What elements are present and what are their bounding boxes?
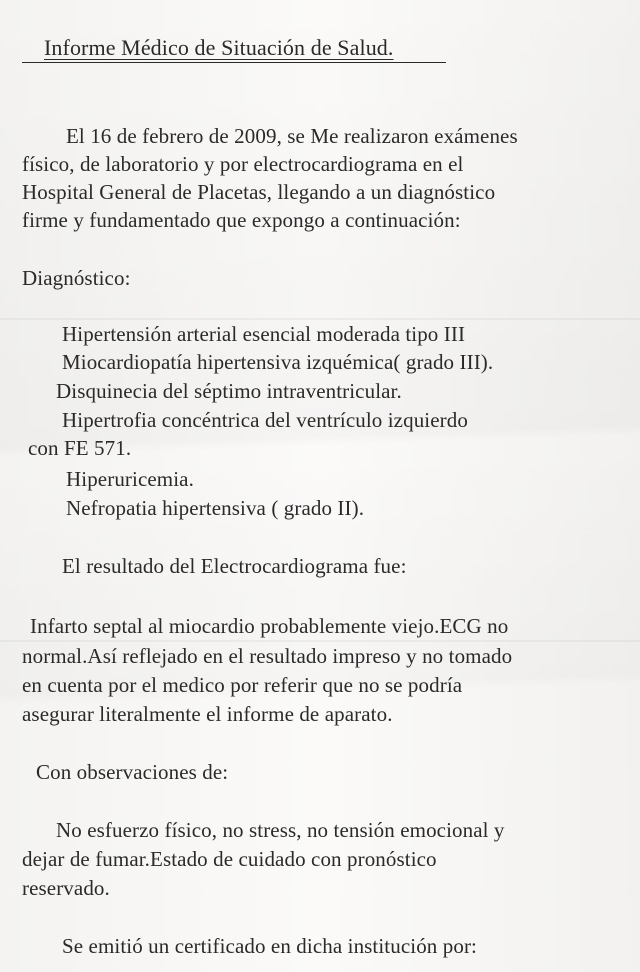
diagnosis-item: Disquinecia del séptimo intraventricular. [56, 379, 402, 403]
intro-line-2: físico, de laboratorio y por electrocardiograma en el [22, 152, 464, 176]
diagnosis-item: con FE 571. [28, 436, 132, 460]
observations-line: dejar de fumar.Estado de cuidado con pronóstico [22, 847, 437, 871]
diagnosis-item: Hipertrofia concéntrica del ventrículo izquierdo [62, 408, 468, 432]
diagnosis-item: Miocardiopatía hipertensiva izquémica( grado III). [62, 350, 494, 374]
intro-line-3: Hospital General de Placetas, llegando a un diagnóstico [22, 180, 496, 204]
intro-line-1: El 16 de febrero de 2009, se Me realizaron exámenes [66, 124, 518, 148]
diagnosis-item: Hiperuricemia. [66, 467, 194, 491]
paper-fold-line [0, 318, 640, 320]
ecg-text-line: en cuenta por el medico por referir que no se podría [22, 673, 463, 697]
observations-line: No esfuerzo físico, no stress, no tensión emocional y [56, 818, 505, 842]
paper-fold-line [0, 640, 640, 642]
ecg-text-line: normal.Así reflejado en el resultado impreso y no tomado [22, 644, 513, 668]
ecg-text-line: asegurar literalmente el informe de aparato. [22, 702, 393, 726]
observations-heading: Con observaciones de: [36, 760, 229, 784]
ecg-text-line: Infarto septal al miocardio probablemente viejo.ECG no [30, 614, 509, 638]
ecg-heading: El resultado del Electrocardiograma fue: [62, 554, 407, 578]
diagnosis-heading: Diagnóstico: [22, 266, 131, 290]
certificate-line: Se emitió un certificado en dicha institución por: [62, 934, 477, 958]
observations-line: reservado. [22, 876, 110, 900]
diagnosis-item: Hipertensión arterial esencial moderada tipo III [62, 322, 466, 346]
intro-line-4: firme y fundamentado que expongo a continuación: [22, 208, 461, 232]
document-title: Informe Médico de Situación de Salud. [44, 35, 394, 60]
title-underline [22, 62, 446, 63]
diagnosis-item: Nefropatia hipertensiva ( grado II). [66, 496, 365, 520]
